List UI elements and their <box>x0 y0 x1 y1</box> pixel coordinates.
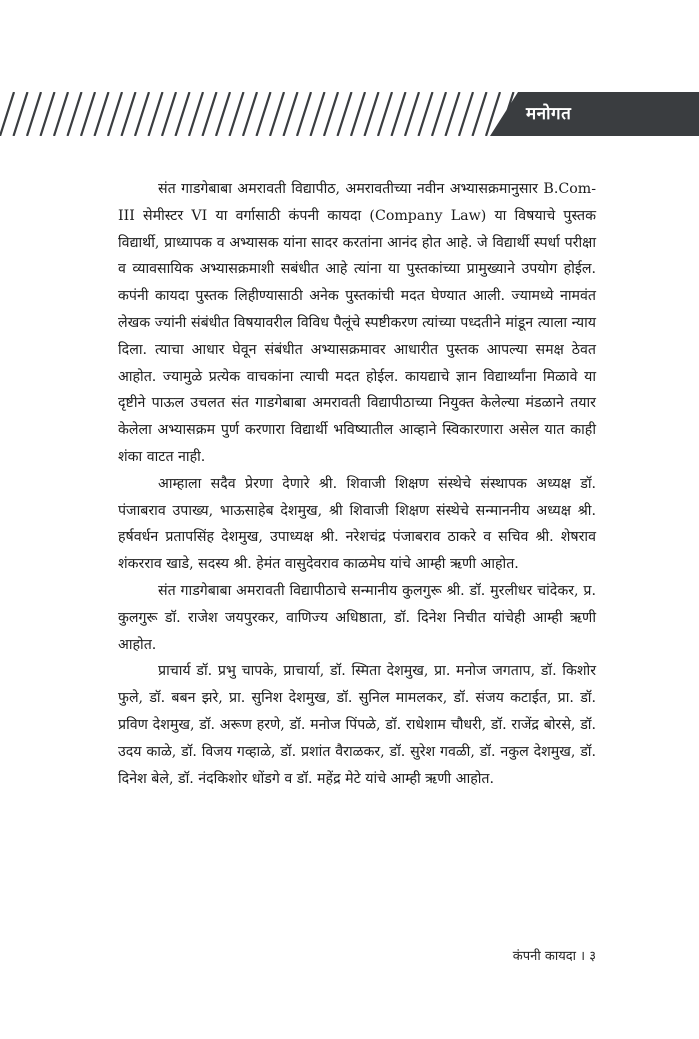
stripe-line <box>365 92 379 136</box>
stripe-line <box>324 92 338 136</box>
stripe-line <box>203 92 217 136</box>
stripe-line <box>176 92 190 136</box>
stripe-line <box>41 92 55 136</box>
footer-separator: । <box>580 949 586 964</box>
stripe-line <box>54 92 68 136</box>
stripe-line <box>378 92 392 136</box>
stripe-line <box>122 92 136 136</box>
stripe-line <box>257 92 271 136</box>
stripe-line <box>351 92 365 136</box>
stripe-line <box>149 92 163 136</box>
stripe-line <box>432 92 446 136</box>
stripe-line <box>405 92 419 136</box>
paragraph-intro: संत गाडगेबाबा अमरावती विद्यापीठ, अमरावतीच्या नवीन अभ्यासक्रमानुसार B.Com-III सेमीस्टर VI या वर्गासाठी कंपनी कायदा (Company Law) या विषयाचे पुस्तक विद्यार्थी, प्राध्यापक व अभ्यासक यांना सादर करतांना आनंद होत आहे. जे विद्यार्थी स्पर्धा परीक्षा व व्यावसायिक अभ्यासक्रमाशी सबंधीत आहे त्यांना या पुस्तकांच्या प्रामुख्याने उपयोग होईल. कपंनी कायदा पुस्तक लिहीण्यासाठी अनेक पुस्तकांची मदत घेण्यात आली. ज्यामध्ये नामवंत लेखक ज्यांनी संबंधीत विषयावरील विविध पैलूंचे स्पष्टीकरण त्यांच्या पध्दतीने मांडून त्याला न्याय दिला. त्याचा आधार घेवून संबंधीत अभ्यासक्रमावर आधारीत पुस्तक आपल्या समक्ष ठेवत आहोत. ज्यामुळे प्रत्येक वाचकांना त्याची मदत होईल. कायद्याचे ज्ञान विद्यार्थ्यांना मिळावे या दृष्टीने पाऊल उचलत संत गाडगेबाबा अमरावती विद्यापीठाच्या नियुक्त केलेल्या मंडळाने तयार केलेला अभ्यासक्रम पुर्ण करणारा विद्यार्थी भविष्यातील आव्हाने स्विकारणारा असेल यात काही शंका वाटत नाही. <box>118 181 596 465</box>
stripe-line <box>108 92 122 136</box>
footer-book-title: कंपनी कायदा <box>512 949 577 964</box>
stripe-line <box>419 92 433 136</box>
stripe-line <box>135 92 149 136</box>
stripe-line <box>230 92 244 136</box>
page-number: ३ <box>589 949 596 964</box>
stripe-line <box>270 92 284 136</box>
stripe-line <box>68 92 82 136</box>
stripe-line <box>392 92 406 136</box>
stripe-line <box>243 92 257 136</box>
page-footer <box>513 946 596 964</box>
stripe-line <box>473 92 487 136</box>
stripe-line <box>0 92 14 136</box>
preface-body <box>118 176 596 792</box>
stripe-line <box>311 92 325 136</box>
stripe-line <box>81 92 95 136</box>
stripe-line <box>284 92 298 136</box>
section-title: मनोगत <box>526 104 572 124</box>
stripe-line <box>162 92 176 136</box>
stripe-line <box>27 92 41 136</box>
stripe-line <box>216 92 230 136</box>
stripe-line <box>459 92 473 136</box>
paragraph-acknowledgement-university: संत गाडगेबाबा अमरावती विद्यापीठाचे सन्मानीय कुलगुरू श्री. डॉ. मुरलीधर चांदेकर, प्र. कुलगुरू डॉ. राजेश जयपुरकर, वाणिज्य अधिष्ठाता, डॉ. दिनेश निचीत यांचेही आम्ही ऋणी आहोत. <box>118 582 596 653</box>
stripe-line <box>338 92 352 136</box>
stripe-line <box>189 92 203 136</box>
stripe-line <box>95 92 109 136</box>
paragraph-acknowledgement-society: आम्हाला सदैव प्रेरणा देणारे श्री. शिवाजी शिक्षण संस्थेचे संस्थापक अध्यक्ष डॉ. पंजाबराव उपाख्य, भाऊसाहेब देशमुख, श्री शिवाजी शिक्षण संस्थेचे सन्माननीय अध्यक्ष श्री. हर्षवर्धन प्रतापसिंह देशमुख, उपाध्यक्ष श्री. नरेशचंद्र पंजाबराव ठाकरे व सचिव श्री. शेषराव शंकरराव खाडे, सदस्य श्री. हेमंत वासुदेवराव काळमेघ यांचे आम्ही ऋणी आहोत. <box>118 475 596 573</box>
stripe-line <box>14 92 28 136</box>
paragraph-acknowledgement-colleagues: प्राचार्य डॉ. प्रभु चापके, प्राचार्या, डॉ. स्मिता देशमुख, प्रा. मनोज जगताप, डॉ. किशोर फुले, डॉ. बबन झरे, प्रा. सुनिश देशमुख, डॉ. सुनिल मामलकर, डॉ. संजय कटाईत, प्रा. डॉ. प्रविण देशमुख, डॉ. अरूण हरणे, डॉ. मनोज पिंपळे, डॉ. राधेशाम चौधरी, डॉ. राजेंद्र बोरसे, डॉ. उदय काळे, डॉ. विजय गव्हाळे, डॉ. प्रशांत वैराळकर, डॉ. सुरेश गवळी, डॉ. नकुल देशमुख, डॉ. दिनेश बेले, डॉ. नंदकिशोर धोंडगे व डॉ. महेंद्र मेटे यांचे आम्ही ऋणी आहोत. <box>118 663 596 787</box>
stripe-line <box>446 92 460 136</box>
stripe-line <box>297 92 311 136</box>
